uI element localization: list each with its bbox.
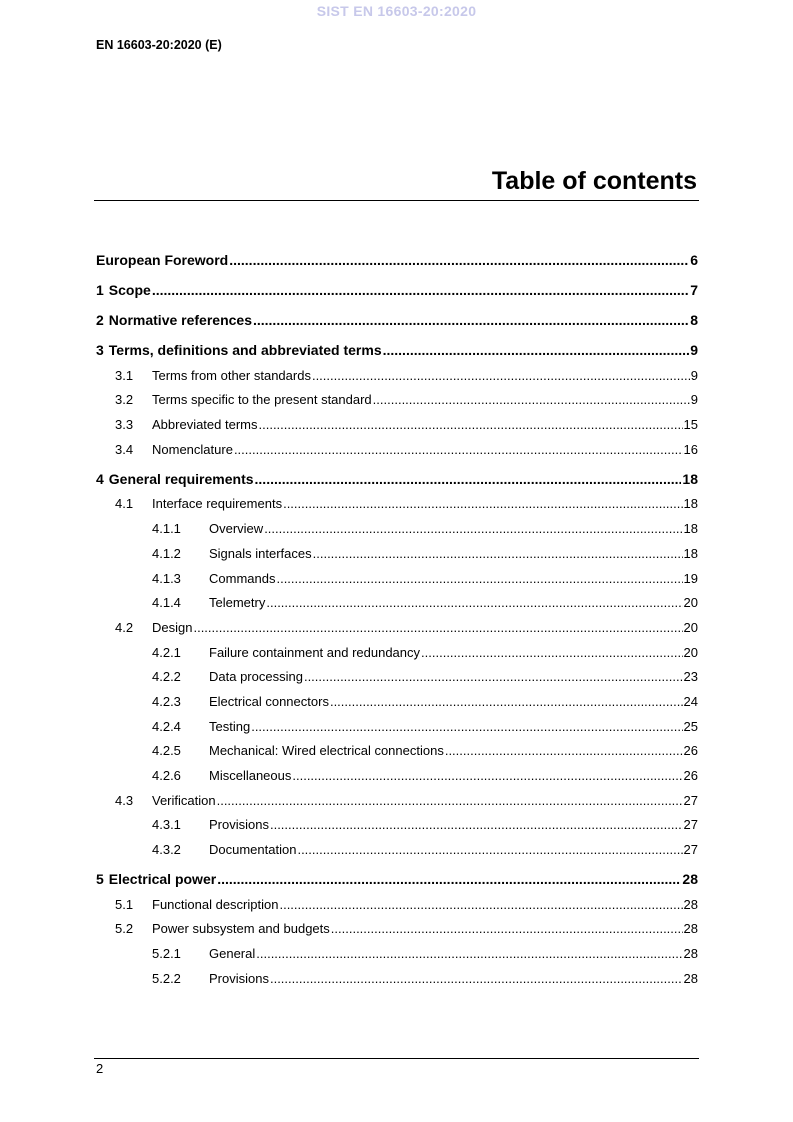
toc-entry-label: Miscellaneous [209,768,292,783]
toc-entry[interactable] [96,742,698,759]
toc-entry-number: 3.4 [115,441,134,457]
toc-entry-label: Telemetry [209,595,266,611]
toc-entry-label: Mechanical: Wired electrical connections [209,743,444,759]
dot-leader [269,816,683,833]
toc-entry[interactable] [96,312,698,329]
dot-leader [291,767,682,784]
toc-entry-page: 7 [690,282,698,298]
toc-entry-number: 3 [96,342,104,358]
toc-entry-page: 26 [683,768,698,783]
table-of-contents [96,252,698,987]
dot-leader [263,520,682,537]
toc-entry-page: 28 [683,896,698,912]
dot-leader [151,282,689,299]
toc-entry[interactable] [96,342,698,359]
dot-leader [330,920,683,937]
toc-entry-number: 5.2 [115,921,134,937]
toc-entry-number: 1 [96,282,104,298]
toc-entry-number: 3.1 [115,367,134,383]
toc-entry-label: Failure containment and redundancy [209,644,421,660]
toc-entry[interactable] [96,871,698,888]
toc-entry-label: Terms from other standards [152,367,311,383]
toc-entry-page: 20 [683,644,698,660]
toc-entry-label: Design [152,619,193,635]
dot-leader [444,742,683,759]
toc-entry-label: Terms, definitions and abbreviated terms [108,342,382,358]
dot-leader [252,312,689,329]
dot-leader [420,644,683,661]
toc-entry-page: 26 [683,743,698,759]
toc-entry-label: Verification [152,792,216,808]
toc-entry[interactable] [96,970,698,987]
toc-entry-page: 28 [683,970,698,986]
toc-entry-label: Power subsystem and budgets [152,921,330,937]
toc-entry-number: 4.1.1 [152,521,181,537]
toc-entry[interactable] [96,644,698,661]
toc-entry-label: Overview [209,521,264,537]
toc-entry-number: 4.2.6 [152,768,181,783]
toc-entry-page: 27 [683,842,698,858]
toc-entry-number: 4.2.4 [152,718,181,734]
dot-leader [228,252,689,269]
toc-entry-number: 5.2.2 [152,970,181,986]
toc-entry-number: 4.2.3 [152,693,181,709]
dot-leader [275,570,682,587]
toc-entry-label: Functional description [152,896,279,912]
toc-entry-number: 4 [96,470,104,487]
toc-entry[interactable] [96,282,698,299]
toc-entry-page: 19 [683,570,698,586]
toc-entry-number: 2 [96,312,104,328]
toc-entry-number: 4.1.2 [152,545,181,561]
toc-entry[interactable] [96,920,698,937]
toc-entry[interactable] [96,416,698,433]
toc-entry-number: 3.2 [115,392,134,408]
dot-leader [269,970,683,987]
toc-entry-page: 18 [682,470,698,487]
toc-entry[interactable] [96,816,698,833]
dot-leader [296,841,682,858]
toc-entry-label: European Foreword [96,252,229,268]
toc-entry-number: 4.2.5 [152,743,181,759]
toc-entry-number: 4.2.2 [152,669,181,685]
toc-entry[interactable] [96,767,698,784]
toc-entry[interactable] [96,570,698,587]
toc-entry-page: 18 [683,545,698,561]
dot-leader [216,871,681,888]
toc-entry-label: Abbreviated terms [152,417,258,433]
toc-entry-label: Electrical connectors [209,693,329,709]
toc-entry-page: 8 [690,312,698,328]
toc-entry-label: Documentation [209,842,297,858]
toc-entry[interactable] [96,391,698,408]
toc-entry-page: 18 [683,496,698,512]
toc-entry-number: 4.1.4 [152,595,181,611]
toc-entry[interactable] [96,693,698,710]
toc-entry-number: 4.1 [115,496,134,512]
toc-entry[interactable] [96,441,698,458]
toc-entry-page: 9 [690,392,698,408]
toc-entry-page: 27 [683,792,698,808]
toc-entry-label: Interface requirements [152,496,283,512]
toc-entry-page: 28 [682,871,698,888]
toc-entry-page: 15 [683,417,698,433]
page-title: Table of contents [491,167,697,195]
dot-leader [382,342,690,359]
toc-entry[interactable] [96,619,698,636]
toc-entry-page: 20 [683,619,698,635]
toc-entry-page: 28 [683,946,698,962]
dot-leader [311,367,690,384]
toc-entry-page: 28 [683,921,698,937]
toc-entry-page: 16 [683,441,698,457]
dot-leader [216,792,683,809]
dot-leader [303,668,683,685]
dot-leader [255,945,682,962]
toc-entry[interactable] [96,495,698,512]
page-number: 2 [96,1061,104,1076]
toc-entry[interactable] [96,718,698,735]
dot-leader [254,471,682,488]
toc-entry-label: Commands [209,570,276,586]
toc-entry-number: 3.3 [115,417,134,433]
toc-entry-number: 4.3.2 [152,842,181,858]
toc-entry-label: General [209,946,256,962]
toc-entry-label: Provisions [209,817,269,833]
toc-entry-label: Scope [108,282,151,298]
toc-entry-label: Terms specific to the present standard [152,392,372,408]
toc-entry-label: Electrical power [108,871,217,888]
toc-entry[interactable] [96,471,698,488]
toc-entry-page: 25 [683,718,698,734]
toc-entry-label: Normative references [108,312,252,328]
toc-entry[interactable] [96,841,698,858]
toc-entry[interactable] [96,520,698,537]
toc-entry[interactable] [96,252,698,269]
toc-entry-number: 4.1.3 [152,570,181,586]
toc-entry-number: 4.2 [115,619,134,635]
toc-entry[interactable] [96,594,698,611]
toc-entry-page: 6 [690,252,698,268]
toc-entry-number: 5 [96,871,104,888]
dot-leader [250,718,682,735]
dot-leader [258,416,683,433]
dot-leader [312,545,683,562]
toc-entry-page: 9 [690,367,698,383]
toc-entry-page: 20 [683,595,698,611]
toc-entry[interactable] [96,668,698,685]
document-id: EN 16603-20:2020 (E) [96,38,222,52]
toc-entry-label: Testing [209,718,251,734]
toc-entry-page: 9 [690,342,698,358]
toc-entry-page: 23 [683,669,698,685]
dot-leader [278,896,682,913]
toc-entry-label: Signals interfaces [209,545,312,561]
toc-entry-number: 5.2.1 [152,946,181,962]
toc-entry[interactable] [96,792,698,809]
toc-entry-page: 24 [683,693,698,709]
toc-entry-page: 27 [683,817,698,833]
toc-entry[interactable] [96,367,698,384]
toc-entry-label: General requirements [108,470,254,487]
dot-leader [192,619,682,636]
toc-entry[interactable] [96,945,698,962]
dot-leader [329,693,683,710]
dot-leader [265,594,682,611]
toc-entry-number: 4.3.1 [152,817,181,833]
toc-entry[interactable] [96,545,698,562]
toc-entry-number: 5.1 [115,896,134,912]
toc-entry-label: Nomenclature [152,441,233,457]
dot-leader [233,441,683,458]
toc-entry-number: 4.2.1 [152,644,181,660]
dot-leader [282,495,682,512]
toc-entry-number: 4.3 [115,792,134,808]
dot-leader [372,391,690,408]
footer-divider [94,1058,699,1059]
title-divider [94,200,699,201]
toc-entry-page: 18 [683,521,698,537]
watermark: SIST EN 16603-20:2020 [316,3,477,19]
toc-entry-label: Provisions [209,970,269,986]
toc-entry-label: Data processing [209,669,303,685]
toc-entry[interactable] [96,896,698,913]
